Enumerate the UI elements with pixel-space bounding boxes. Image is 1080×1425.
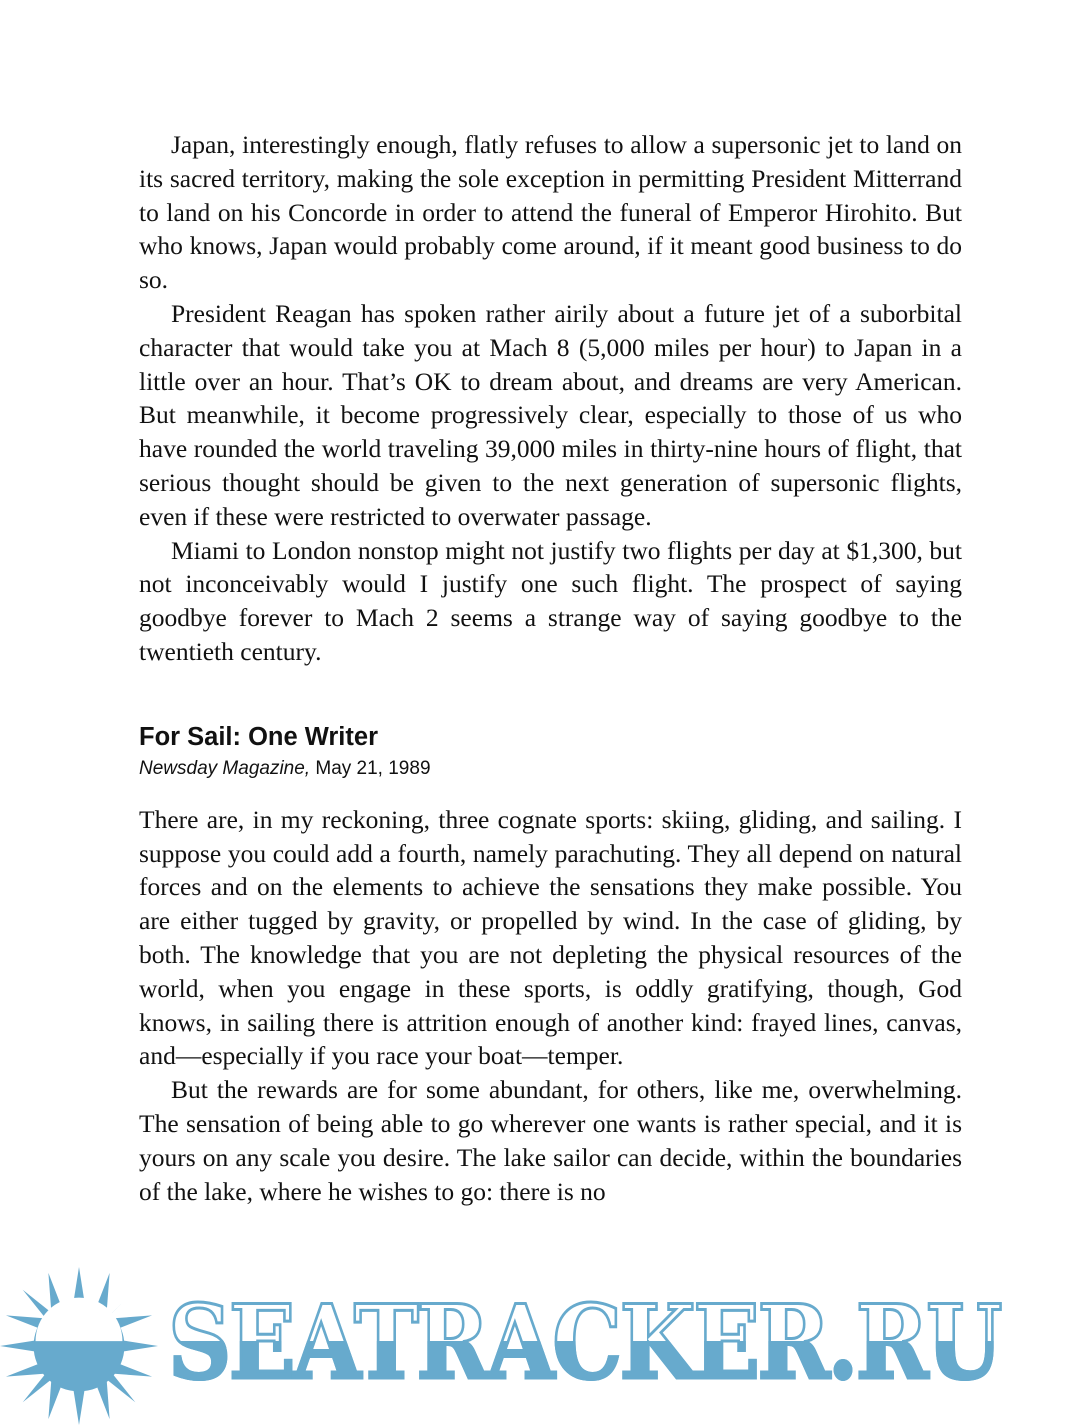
sun-icon: [0, 1267, 158, 1425]
paragraph: But the rewards are for some abundant, for others, like me, overwhelming. The sensation of being able to go wherever one wants is rather special, and it is yours on any scale you desire. The lake sailor can decide, within the boundaries of the lake, where he wishes to go: there is no: [139, 1075, 962, 1206]
paragraph: President Reagan has spoken rather airily about a future jet of a suborbital character that would take you at Mach 8 (5,000 miles per hour) to Japan in a little over an hour. That’s OK to dream about, and dreams are very American. But meanwhile, it become progressively clear, especially to those of us who have rounded the world traveling 39,000 miles in thirty-nine hours of flight, that serious thought should be given to the next generation of supersonic flights, even if these were restricted to overwater passage.: [139, 298, 962, 531]
paragraph: There are, in my reckoning, three cognate sports: skiing, gliding, and sailing. I suppose you could add a fourth, namely parachuting. They all depend on natural forces and on the elements to achieve the sensations they make possible. You are either tugged by gravity, or propelled by wind. In the case of gliding, by both. The knowledge that you are not depleting the physical resources of the world, when you engage in these sports, is oddly gratifying, though, God knows, in sailing there is attrition enough of another kind: frayed lines, canvas, and—especially if you race your boat—temper.: [139, 804, 962, 1071]
section-spacer: [139, 669, 962, 721]
paragraph: Japan, interestingly enough, flatly refuses to allow a supersonic jet to land on its sacred territory, making the sole exception in permitting President Mitterrand to land on his Concorde in order to attend the funeral of Emperor Hirohito. But who knows, Japan would probably come around, if it meant good business to do so.: [139, 130, 962, 295]
publication-name: Newsday Magazine,: [139, 757, 311, 779]
section-title: For Sail: One Writer: [139, 722, 378, 751]
section-source: [139, 757, 962, 781]
watermark-logo: [0, 1265, 1080, 1425]
publication-date: May 21, 1989: [310, 757, 431, 779]
paragraph: Miami to London nonstop might not justify two flights per day at $1,300, but not inconceivably would I justify one such flight. The prospect of saying goodbye forever to Mach 2 seems a strange way of saying goodbye to the twentieth century.: [139, 535, 962, 666]
document-page: [139, 128, 962, 1208]
watermark-text: SEATRACKER.RU: [168, 1283, 1000, 1403]
